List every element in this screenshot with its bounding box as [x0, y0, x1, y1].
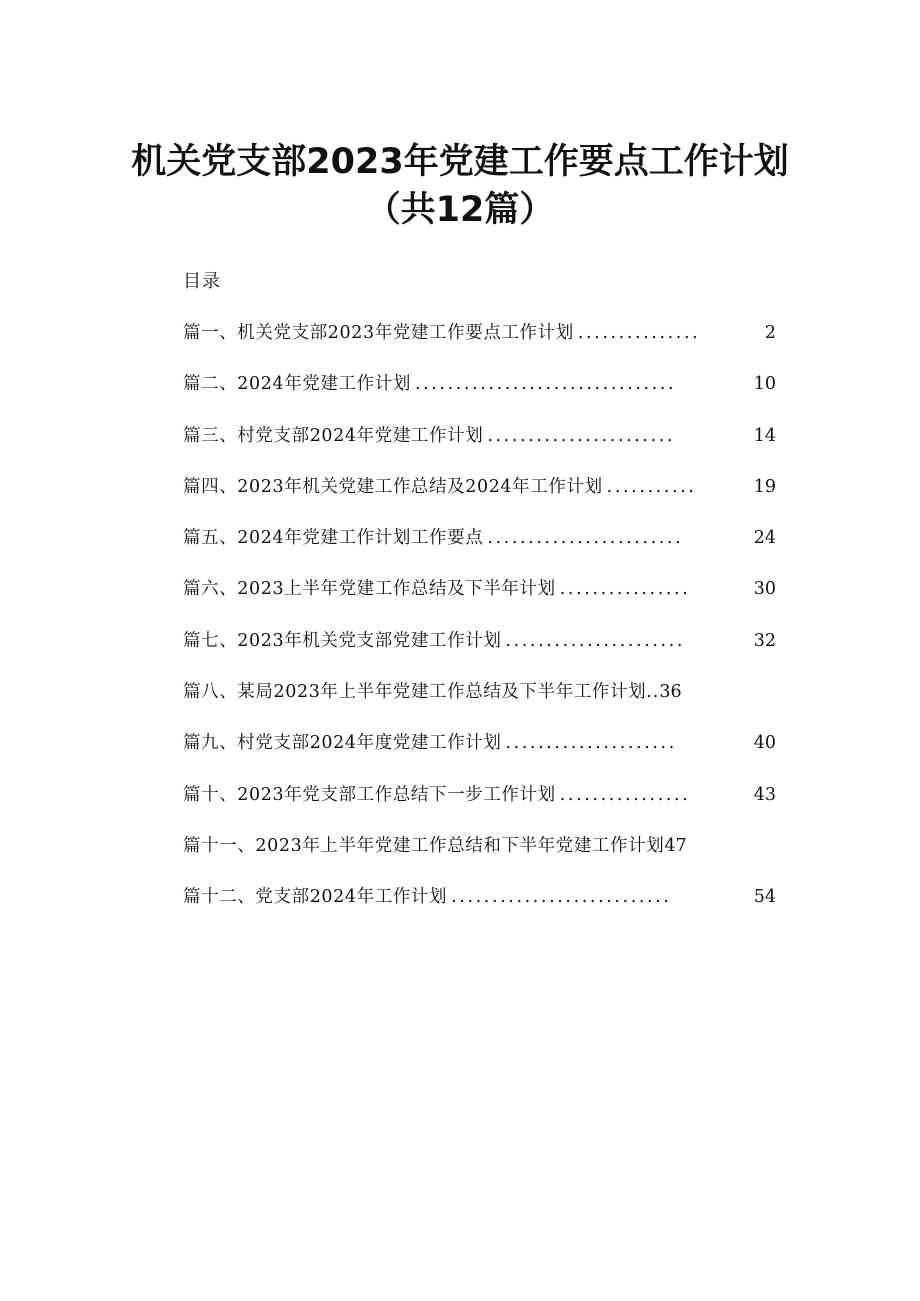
toc-entry-label: 篇六、2023上半年党建工作总结及下半年计划	[183, 579, 556, 600]
toc-entry-1[interactable]	[183, 321, 776, 372]
toc-entry-label: 篇九、村党支部2024年度党建工作计划	[183, 733, 502, 754]
toc-dot-leader: ..	[646, 682, 660, 703]
toc-entry-10[interactable]	[183, 783, 776, 834]
document-title: 机关党支部2023年党建工作要点工作计划	[131, 142, 789, 182]
toc-page-number: 19	[753, 476, 776, 497]
toc-entry-label: 篇二、2024年党建工作计划	[183, 374, 411, 395]
toc-dot-leader: ...............	[577, 323, 701, 343]
toc-page-number: 43	[753, 784, 776, 805]
toc-entry-4[interactable]	[183, 475, 776, 526]
toc-entry-5[interactable]	[183, 526, 776, 577]
toc-entry-label: 篇七、2023年机关党支部党建工作计划	[183, 630, 502, 651]
toc-entry-label: 篇五、2024年党建工作计划工作要点	[183, 528, 484, 549]
toc-entry-3[interactable]	[183, 424, 776, 475]
toc-dot-leader: .......................	[487, 425, 676, 446]
toc-dot-leader: ......................	[505, 630, 686, 651]
toc-entry-label: 篇四、2023年机关党建工作总结及2024年工作计划	[183, 476, 603, 497]
toc-entry-label: 篇十二、党支部2024年工作计划	[183, 887, 448, 908]
toc-page-number: 47	[664, 835, 687, 856]
toc-entry-9[interactable]	[183, 731, 776, 782]
toc-dot-leader: ........................	[487, 528, 684, 549]
document-subtitle: （共12篇）	[365, 190, 555, 230]
toc-entry-label: 篇十、2023年党支部工作总结下一步工作计划	[183, 784, 556, 805]
toc-page-number: 30	[753, 579, 776, 600]
toc-page-number: 14	[753, 425, 776, 446]
table-of-contents	[183, 321, 776, 937]
toc-entry-label: 篇三、村党支部2024年党建工作计划	[183, 425, 484, 446]
toc-page-number: 36	[659, 682, 682, 703]
toc-entry-11[interactable]	[183, 834, 776, 885]
toc-entry-8[interactable]	[183, 680, 776, 731]
toc-dot-leader: ...........	[606, 476, 697, 497]
toc-dot-leader: ................	[559, 579, 691, 600]
toc-entry-6[interactable]	[183, 577, 776, 628]
toc-entry-label: 篇一、机关党支部2023年党建工作要点工作计划	[183, 323, 574, 343]
toc-page-number: 54	[753, 887, 776, 908]
toc-entry-label: 篇十一、2023年上半年党建工作总结和下半年党建工作计划	[183, 835, 665, 856]
toc-entry-2[interactable]	[183, 372, 776, 423]
toc-page-number: 2	[764, 323, 776, 343]
toc-entry-12[interactable]	[183, 885, 776, 936]
toc-dot-leader: ................	[559, 784, 691, 805]
toc-page-number: 10	[753, 374, 776, 395]
toc-dot-leader: ...........................	[451, 887, 672, 908]
toc-page-number: 40	[753, 733, 776, 754]
toc-entry-label: 篇八、某局2023年上半年党建工作总结及下半年工作计划	[183, 682, 647, 703]
toc-dot-leader: ................................	[414, 374, 677, 395]
toc-page-number: 32	[753, 630, 776, 651]
toc-heading: 目录	[183, 271, 221, 292]
toc-page-number: 24	[753, 528, 776, 549]
toc-entry-7[interactable]	[183, 629, 776, 680]
toc-dot-leader: .....................	[505, 733, 677, 754]
